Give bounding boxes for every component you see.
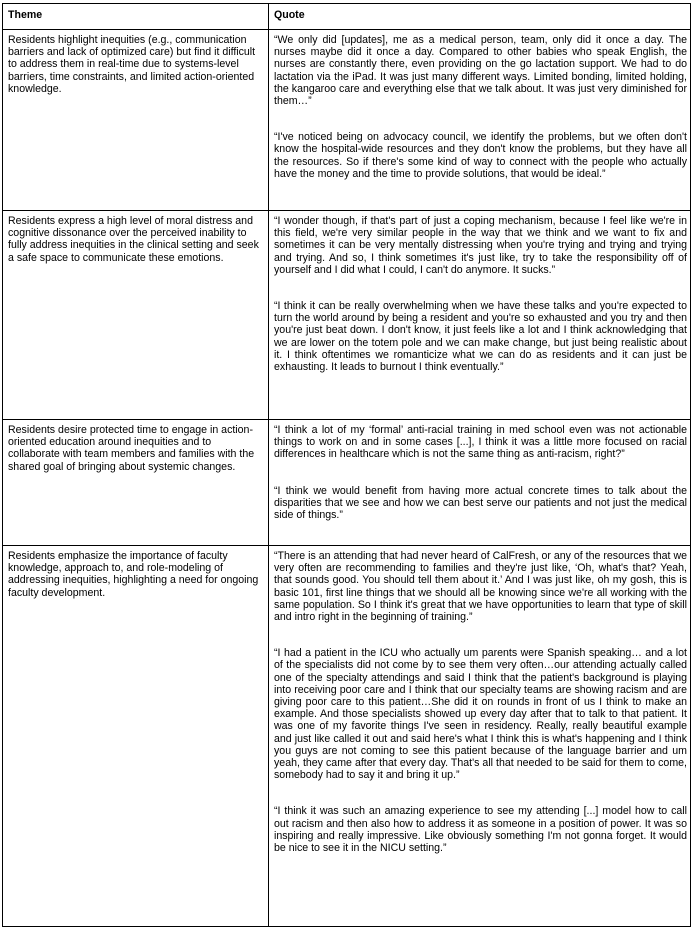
quote-cell	[269, 211, 690, 419]
theme-cell: Residents desire protected time to engage in action-oriented education around inequities and to collaborate with team members and families with the shared goal of bringing about systemic changes.	[3, 420, 269, 545]
quote-cell	[269, 420, 690, 545]
quote-text: “I had a patient in the ICU who actually um parents were Spanish speaking… and a lot of the specialists did not come by to see them very often…our attending actually called one of the specialty attendings and said I think that the patient's background is playing into receiving poor care and I think that our specialty teams are showing racism and are giving poor care to this patient…She did it on rounds in front of us I think to make an example. And those specialists showed up every day after that to talk to that patient. It was one of my favorite things I've seen in residency. Really, really beautiful example and just like called it out and said here's what I think this is what's happening and I think you guys are not coming to see this patient because of the language barrier and um yeah, they came after that every day. That's all that needed to be said for them to come, somebody had to say it and bring it up.”	[274, 647, 687, 782]
quote-text: “I've noticed being on advocacy council, we identify the problems, but we often don't know the hospital-wide resources and they don't know the problems, but they have all the resources. So if there's some kind of way to connect with the people who actually have the money and the time to provide solutions, that would be ideal.”	[274, 131, 687, 180]
quote-text: “We only did [updates], me as a medical person, team, only did it once a day. The nurses maybe did it once a day. Compared to other babies who speak English, the nurses are constantly there, even providing on the go lactation support. We had to do lactation via the iPad. It was just many different ways. Limited bonding, limited holding, the kangaroo care and everything else that we talk about. It was just very diminished for them…”	[274, 34, 687, 108]
table-row	[3, 420, 690, 546]
theme-column-header: Theme	[3, 4, 269, 29]
quote-text: “There is an attending that had never heard of CalFresh, or any of the resources that we very often are recommending to families and they're just like, ‘Oh, what's that? Yeah, that sounds good. You should tell them about it.’ And I was just like, oh my gosh, this is basic 101, first line things that we should all be knowing since we're all working with the same population. So I think it's great that we have opportunities to learn that type of skill and intro right in the beginning of training.”	[274, 550, 687, 624]
themes-quotes-table	[2, 3, 691, 927]
table-row	[3, 211, 690, 420]
quote-text: “I wonder though, if that's part of just a coping mechanism, because I feel like we're in this field, we're very similar people in the way that we think and we want to fix and sometimes it can be very mentally distressing when you're trying and trying and trying and trying. And so, I think sometimes it's just like, try to take the responsibility off of yourself and I did what I could, I can't do anymore. It sucks.”	[274, 215, 687, 276]
quote-cell	[269, 30, 690, 210]
theme-cell: Residents express a high level of moral distress and cognitive dissonance over the perceived inability to fully address inequities in the clinical setting and seek a safe space to communicate these emotions.	[3, 211, 269, 419]
theme-cell: Residents emphasize the importance of faculty knowledge, approach to, and role-modeling of addressing inequities, highlighting a need for ongoing faculty development.	[3, 546, 269, 926]
quote-cell	[269, 546, 690, 926]
quote-text: “I think it was such an amazing experience to see my attending [...] model how to call out racism and then also how to address it as someone in a position of power. It was so inspiring and really impressive. Like obviously something I'm not gonna forget. It would be nice to see it in the NICU setting.”	[274, 805, 687, 855]
theme-cell: Residents highlight inequities (e.g., communication barriers and lack of optimized care) but find it difficult to address them in real-time due to systems-level barriers, time constraints, and limited action-oriented knowledge.	[3, 30, 269, 210]
quote-text: “I think a lot of my ‘formal’ anti-racial training in med school even was not actionable things to work on and in some cases [...], I think it was a little more focused on racial differences in healthcare which is not the same thing as anti-racism, right?”	[274, 424, 687, 461]
table-row	[3, 546, 690, 926]
table-row	[3, 30, 690, 211]
quote-text: “I think we would benefit from having more actual concrete times to talk about the disparities that we see and how we can best serve our patients and not just the medical side of things.”	[274, 484, 687, 522]
quote-column-header: Quote	[274, 9, 305, 21]
table-header-row	[3, 4, 690, 30]
quote-text: “I think it can be really overwhelming when we have these talks and you're expected to turn the world around by being a resident and you're so exhausted and you try and then you're just beat down. I don't know, it just feels like a lot and I think acknowledging that we are lower on the totem pole and we can make change, but just being realistic about it. I think oftentimes we romanticize what we can do as residents and it can just be exhausting. It leads to burnout I think eventually.”	[274, 300, 687, 374]
